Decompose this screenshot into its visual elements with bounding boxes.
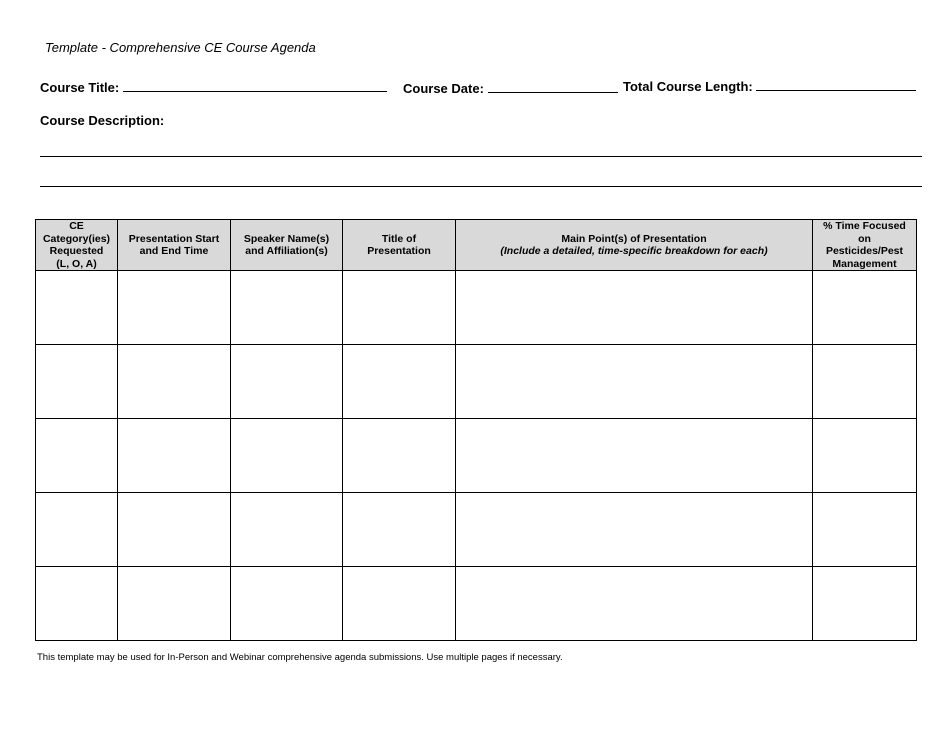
footnote: This template may be used for In-Person and Webinar comprehensive agenda submissions. Use multiple pages if necessary. bbox=[37, 652, 563, 663]
table-cell[interactable] bbox=[36, 345, 118, 419]
table-cell[interactable] bbox=[36, 493, 118, 567]
table-cell[interactable] bbox=[231, 493, 343, 567]
table-cell[interactable] bbox=[343, 567, 456, 641]
header-presentation-time: Presentation Start and End Time bbox=[118, 220, 231, 271]
table-cell[interactable] bbox=[343, 419, 456, 493]
header-pct-time: % Time Focused on Pesticides/Pest Management bbox=[813, 220, 917, 271]
table-cell[interactable] bbox=[456, 271, 813, 345]
table-header-row bbox=[36, 220, 917, 271]
table-cell[interactable] bbox=[118, 419, 231, 493]
course-date-blank[interactable] bbox=[488, 80, 618, 93]
total-course-length-field[interactable] bbox=[623, 78, 916, 94]
course-description-label: Course Description: bbox=[40, 113, 165, 128]
course-title-field[interactable] bbox=[40, 79, 387, 95]
course-description-line-1[interactable] bbox=[40, 156, 922, 157]
table-cell[interactable] bbox=[231, 419, 343, 493]
table-cell[interactable] bbox=[343, 345, 456, 419]
header-speaker: Speaker Name(s) and Affiliation(s) bbox=[231, 220, 343, 271]
table-cell[interactable] bbox=[118, 345, 231, 419]
table-cell[interactable] bbox=[118, 493, 231, 567]
table-cell[interactable] bbox=[231, 567, 343, 641]
course-date-label: Course Date: bbox=[403, 81, 484, 96]
header-main-points: Main Point(s) of Presentation (Include a detailed, time-specific breakdown for each) bbox=[456, 220, 813, 271]
table-cell[interactable] bbox=[456, 567, 813, 641]
table-row bbox=[36, 493, 917, 567]
course-title-label: Course Title: bbox=[40, 80, 120, 95]
agenda-table bbox=[35, 219, 917, 641]
document-title: Template - Comprehensive CE Course Agenda bbox=[45, 40, 316, 55]
table-cell[interactable] bbox=[36, 271, 118, 345]
table-row bbox=[36, 271, 917, 345]
table-cell[interactable] bbox=[343, 493, 456, 567]
table-row bbox=[36, 567, 917, 641]
table-cell[interactable] bbox=[118, 271, 231, 345]
table-cell[interactable] bbox=[118, 567, 231, 641]
table-cell[interactable] bbox=[36, 567, 118, 641]
table-cell[interactable] bbox=[36, 419, 118, 493]
table-cell[interactable] bbox=[456, 419, 813, 493]
table-cell[interactable] bbox=[813, 345, 917, 419]
table-cell[interactable] bbox=[813, 567, 917, 641]
table-cell[interactable] bbox=[456, 345, 813, 419]
table-cell[interactable] bbox=[231, 271, 343, 345]
table-cell[interactable] bbox=[813, 271, 917, 345]
header-title: Title of Presentation bbox=[343, 220, 456, 271]
total-course-length-label: Total Course Length: bbox=[623, 79, 753, 94]
header-ce-category: CE Category(ies) Requested (L, O, A) bbox=[36, 220, 118, 271]
table-row bbox=[36, 345, 917, 419]
table-cell[interactable] bbox=[813, 493, 917, 567]
table-cell[interactable] bbox=[343, 271, 456, 345]
table-row bbox=[36, 419, 917, 493]
total-course-length-blank[interactable] bbox=[756, 78, 916, 91]
course-title-blank[interactable] bbox=[123, 79, 387, 92]
table-cell[interactable] bbox=[231, 345, 343, 419]
table-cell[interactable] bbox=[456, 493, 813, 567]
course-fields-row bbox=[40, 77, 922, 99]
table-cell[interactable] bbox=[813, 419, 917, 493]
course-date-field[interactable] bbox=[403, 80, 618, 96]
course-description-line-2[interactable] bbox=[40, 186, 922, 187]
